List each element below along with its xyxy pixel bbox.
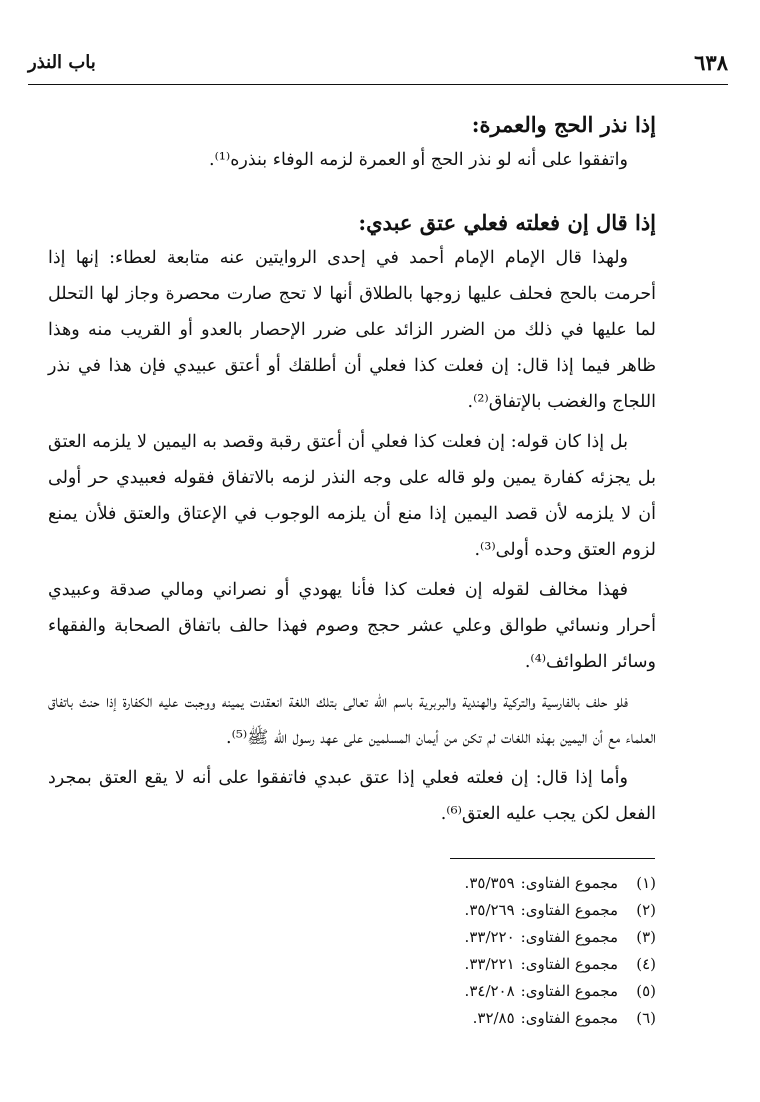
footnote-source: مجموع الفتاوى: xyxy=(520,928,618,946)
footnote-source: مجموع الفتاوى: xyxy=(520,955,618,973)
paragraph: فلو حلف بالفارسية والتركية والهندية والبربرية باسم الله تعالى بتلك اللغة انعقدت يمينه ووجبت عليه الكفارة إذا حنث باتفاق العلماء مع أن اليمين بهذه اللغات لم تكن من أيمان المسلمين على عهد رسول الله ﷺ⁽⁵⁾. xyxy=(48,692,656,748)
footnote-source: مجموع الفتاوى: xyxy=(520,901,618,919)
footnote-source: مجموع الفتاوى: xyxy=(520,1009,618,1027)
footnote xyxy=(416,951,656,978)
paragraph: وأما إذا قال: إن فعلته فعلي إذا عتق عبدي فاتفقوا على أنه لا يقع العتق بمجرد الفعل لكن يجب عليه العتق⁽⁶⁾. xyxy=(48,768,656,824)
running-header xyxy=(28,48,728,85)
section-heading-hajj-vow: إذا نذر الحج والعمرة: xyxy=(471,112,656,137)
footnotes-list xyxy=(416,870,656,1032)
chapter-title: باب النذر xyxy=(28,52,96,73)
footnote-reference: ٣٥/٣٥٩. xyxy=(464,874,515,892)
footnote-number: (٥) xyxy=(636,982,656,1000)
footnote xyxy=(416,870,656,897)
footnote-reference: ٣٤/٢٠٨. xyxy=(464,982,515,1000)
footnote-number: (١) xyxy=(636,874,656,892)
footnote-reference: ٣٢/٨٥. xyxy=(472,1009,515,1027)
footnote-number: (٣) xyxy=(636,928,656,946)
paragraph: بل إذا كان قوله: إن فعلت كذا فعلي أن أعتق رقبة وقصد به اليمين لا يلزمه العتق بل يجزئه كفارة يمين ولو قاله على وجه النذر لزمه بالاتفاق فقوله فعبيدي حر أولى أن لا يلزمه لأن قصد اليمين إذا منع أن يلزمه الوجوب في الإعتاق والعتق فلأن يمنع لزوم العتق وحده أولى⁽³⁾. xyxy=(48,432,656,560)
footnote-number: (٢) xyxy=(636,901,656,919)
footnote-source: مجموع الفتاوى: xyxy=(520,982,618,1000)
paragraph: ولهذا قال الإمام الإمام أحمد في إحدى الروايتين عنه متابعة لعطاء: إنها إذا أحرمت بالحج فحلف عليها زوجها بالطلاق أنها لا تحج صارت محصرة وجاز لها التحلل لما عليها في ذلك من الضرر الزائد على ضرر الإحصار بالعدو أو القريب منه وهذا ظاهر فيما إذا قال: إن فعلت كذا فعلي أن أطلقك أو أعتق عبيدي فإن هذا في نذر اللجاج والغضب بالإتفاق⁽²⁾. xyxy=(48,248,656,412)
footnote xyxy=(416,924,656,951)
footnote xyxy=(416,1005,656,1032)
page-number: ٦٣٨ xyxy=(694,50,728,75)
footnote-reference: ٣٥/٢٦٩. xyxy=(464,901,515,919)
footnote xyxy=(416,978,656,1005)
paragraph: واتفقوا على أنه لو نذر الحج أو العمرة لزمه الوفاء بنذره⁽¹⁾. xyxy=(209,150,628,170)
footnote-number: (٤) xyxy=(636,955,656,973)
footnote-reference: ٣٣/٢٢٠. xyxy=(464,928,515,946)
footnote-divider xyxy=(450,858,655,859)
footnote-reference: ٣٣/٢٢١. xyxy=(464,955,515,973)
section-heading-slave-freeing: إذا قال إن فعلته فعلي عتق عبدي: xyxy=(358,210,656,235)
footnote-source: مجموع الفتاوى: xyxy=(520,874,618,892)
paragraph: فهذا مخالف لقوله إن فعلت كذا فأنا يهودي أو نصراني ومالي صدقة وعبيدي أحرار ونسائي طوالق وعلي عشر حجج وصوم فهذا حالف باتفاق الصحابة والفقهاء وسائر الطوائف⁽⁴⁾. xyxy=(48,580,656,672)
footnote xyxy=(416,897,656,924)
footnote-number: (٦) xyxy=(636,1009,656,1027)
main-text xyxy=(48,108,656,832)
